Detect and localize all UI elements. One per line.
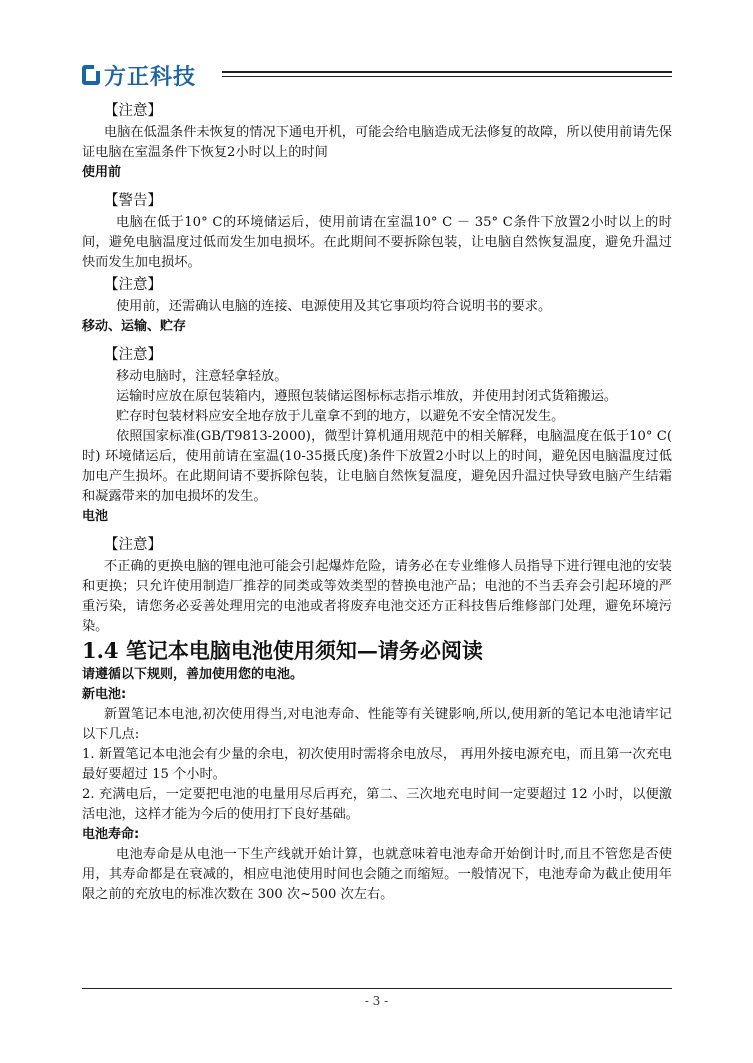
footer-rule <box>82 988 672 989</box>
list-item: 1. 新置笔记本电池会有少量的余电，初次使用时需将余电放尽， 再用外接电源充电，而且第一次充电最好要超过 15 个小时。 <box>82 747 672 782</box>
logo-text: 方正科技 <box>104 64 197 90</box>
paragraph: 移动电脑时，注意轻拿轻放。 <box>116 369 288 384</box>
list-item: 2. 充满电后，一定要把电池的电量用尽后再充，第二、三次地充电时间一定要超过 12 小时，以便激活电池，这样才能为今后的使用打下良好基础。 <box>82 787 672 822</box>
document-body <box>82 99 672 905</box>
paragraph: 贮存时包装材料应安全地存放于儿童拿不到的地方，以避免不安全情况发生。 <box>116 409 565 424</box>
notice-label: 【注意】 <box>104 103 162 119</box>
header-rule <box>222 71 672 73</box>
paragraph: 使用前，还需确认电脑的连接、电源使用及其它事项均符合说明书的要求。 <box>116 299 552 314</box>
paragraph: 不正确的更换电脑的锂电池可能会引起爆炸危险，请务必在专业维修人员指导下进行锂电池的安装和更换；只允许使用制造厂推荐的同类或等效类型的替换电池产品；电池的不当丢弃会引起环境的严重污染，请您务必妥善处理用完的电池或者将废弃电池交还方正科技售后维修部门处理，避免环境污染。 <box>82 559 672 634</box>
rule-intro: 请遵循以下规则，善加使用您的电池。 <box>82 667 304 682</box>
paragraph: 依照国家标准(GB/T9813-2000)，微型计算机通用规范中的相关解释，电脑温度在低于10° C( 时) 环境储运后，使用前请在室温(10-35摄氏度)条件下放置2小时以上的时间，避免因电脑温度过低加电产生损坏。在此期间请不要拆除包装，让电脑自然恢复温度，避免因升温过快导致电脑产生结霜和凝露带来的加电损坏的发生。 <box>82 429 672 504</box>
chapter-heading: 1.4 笔记本电脑电池使用须知—请务必阅读 <box>82 638 483 663</box>
company-logo <box>82 60 196 90</box>
paragraph: 运输时应放在原包装箱内，遵照包装储运图标标志指示堆放，并使用封闭式货箱搬运。 <box>116 389 618 404</box>
warning-label: 【警告】 <box>104 193 162 209</box>
notice-label: 【注意】 <box>104 537 162 553</box>
section-title-before-use: 使用前 <box>82 165 122 180</box>
paragraph: 电池寿命是从电池一下生产线就开始计算，也就意味着电池寿命开始倒计时,而且不管您是否使用，其寿命都是在衰减的，相应电池使用时间也会随之而缩短。一般情况下，电池寿命为截止使用年限之前的充放电的标准次数在 300 次~500 次左右。 <box>82 847 672 902</box>
subsection-title-new-battery: 新电池: <box>82 687 127 702</box>
notice-label: 【注意】 <box>104 277 162 293</box>
header-rule-thin <box>222 76 672 77</box>
paragraph: 电脑在低于10° C的环境储运后，使用前请在室温10° C － 35° C条件下放置2小时以上的时间，避免电脑温度过低而发生加电损坏。在此期间不要拆除包装，让电脑自然恢复温度，避免升温过快而发生加电损坏。 <box>82 215 672 270</box>
notice-label: 【注意】 <box>104 347 162 363</box>
section-title-transport: 移动、运输、贮存 <box>82 319 187 334</box>
paragraph: 电脑在低温条件未恢复的情况下通电开机，可能会给电脑造成无法修复的故障，所以使用前请先保证电脑在室温条件下恢复2小时以上的时间 <box>82 125 672 160</box>
founder-logo-icon <box>82 65 100 85</box>
page-number: - 3 - <box>364 994 389 1008</box>
paragraph: 新置笔记本电池,初次使用得当,对电池寿命、性能等有关键影响,所以,使用新的笔记本电池请牢记以下几点: <box>82 707 672 742</box>
section-title-battery: 电池 <box>82 509 109 524</box>
subsection-title-battery-life: 电池寿命: <box>82 827 140 842</box>
